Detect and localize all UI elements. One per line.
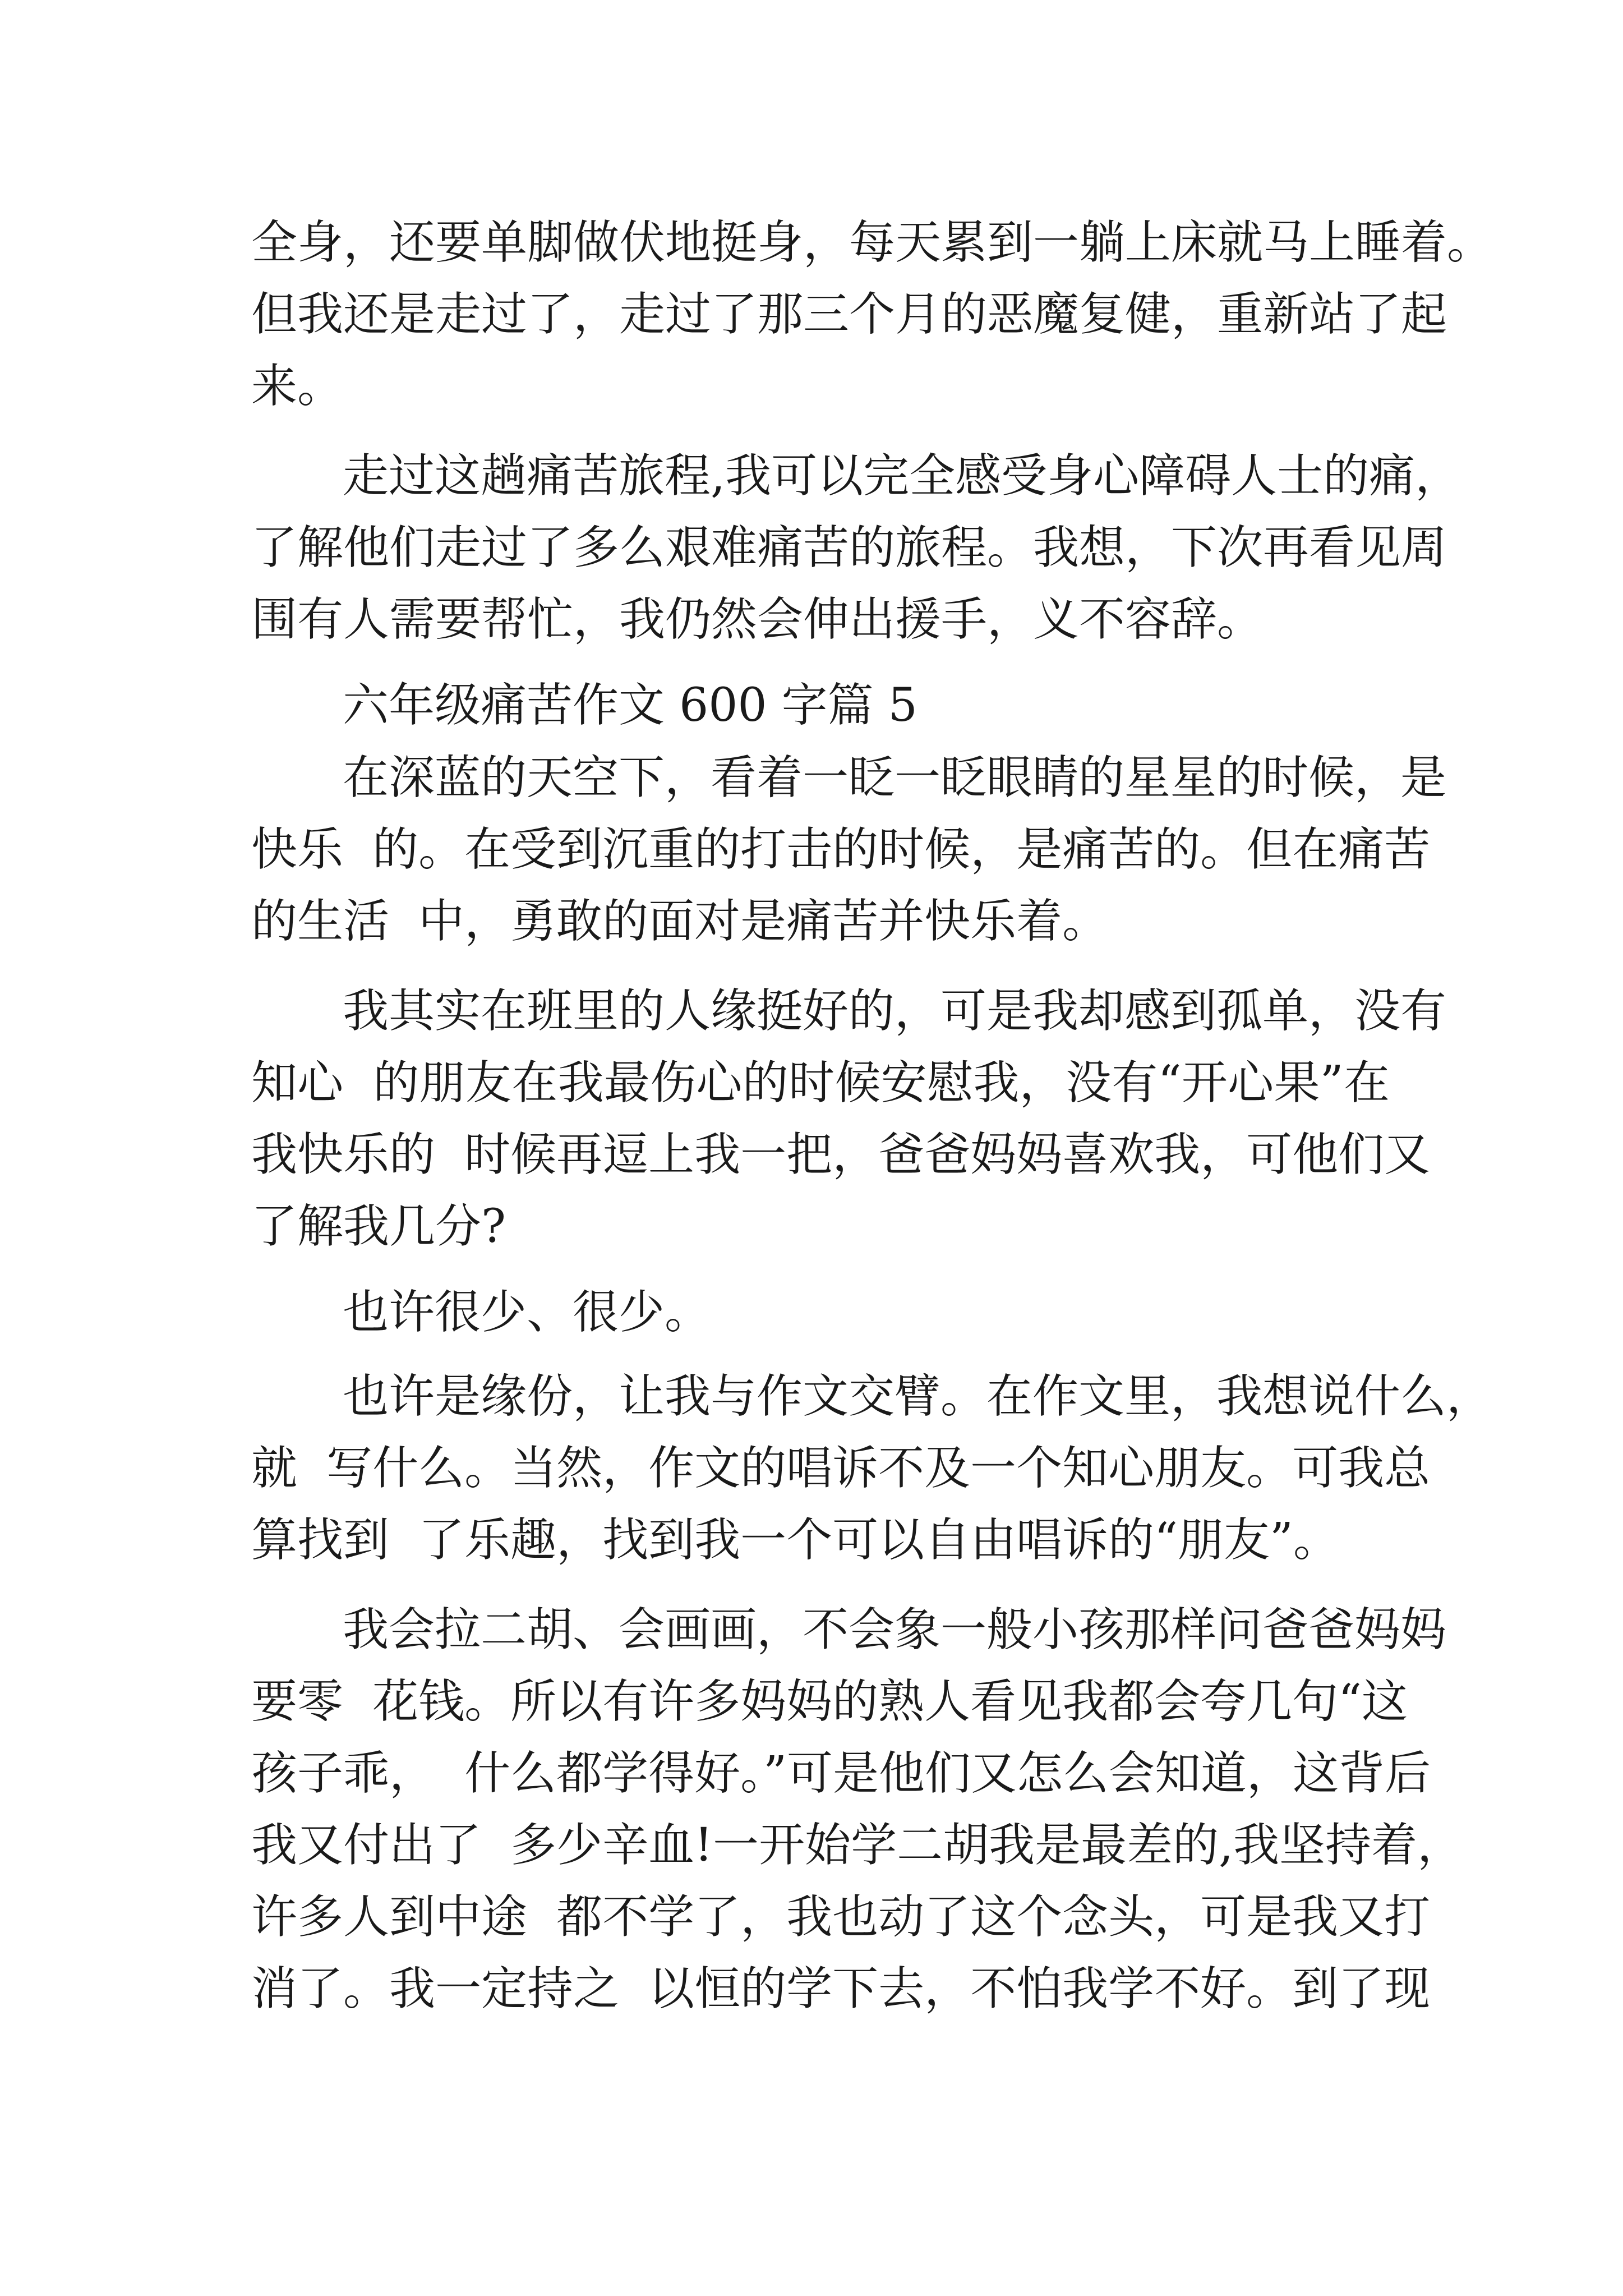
paragraph-first-line: 也许是缘份，让我与作文交臂。在作文里，我想说什么， [343,1370,1493,1423]
text-line: 我快乐的 时候再逗上我一把，爸爸妈妈喜欢我，可他们又 [251,1128,1431,1181]
text-line: 全身，还要单脚做伏地挺身，每天累到一躺上床就马上睡着。 [251,216,1493,269]
text-line: 了解我几分? [251,1200,506,1253]
section-heading: 六年级痛苦作文 600 字篇 5 [343,679,917,732]
text-line: 但我还是走过了，走过了那三个月的恶魔复健，重新站了起 [251,288,1447,341]
text-line: 许多人到中途 都不学了，我也动了这个念头，可是我又打 [251,1890,1431,1944]
text-line: 要零 花钱。所以有许多妈妈的熟人看见我都会夸几句“这 [251,1675,1408,1728]
text-line: 孩子乖， 什么都学得好。”可是他们又怎么会知道，这背后 [251,1747,1431,1800]
text-line: 来。 [251,360,344,413]
text-line: 快乐 的。在受到沉重的打击的时候，是痛苦的。但在痛苦 [251,823,1431,876]
text-line: 知心 的朋友在我最伤心的时候安慰我，没有“开心果”在 [251,1056,1390,1110]
text-line: 就 写什么。当然，作文的唱诉不及一个知心朋友。可我总 [251,1442,1431,1495]
paragraph-first-line: 在深蓝的天空下，看着一眨一眨眼睛的星星的时候，是 [343,751,1447,804]
text-line: 算找到 了乐趣，找到我一个可以自由唱诉的“朋友”。 [251,1513,1339,1567]
text-line: 我又付出了 多少辛血!一开始学二胡我是最差的,我坚持着， [251,1819,1464,1872]
text-line: 的生活 中，勇敢的面对是痛苦并快乐着。 [251,895,1109,948]
paragraph-first-line: 我其实在班里的人缘挺好的，可是我却感到孤单，没有 [343,984,1447,1038]
paragraph-first-line: 也许很少、很少。 [343,1286,711,1339]
text-line: 了解他们走过了多么艰难痛苦的旅程。我想，下次再看见周 [251,521,1447,574]
text-line: 围有人需要帮忙，我仍然会伸出援手，义不容辞。 [251,593,1264,646]
paragraph-first-line: 走过这趟痛苦旅程,我可以完全感受身心障碍人士的痛， [343,449,1461,503]
paragraph-first-line: 我会拉二胡、会画画，不会象一般小孩那样问爸爸妈妈 [343,1603,1447,1657]
text-line: 消了。我一定持之 以恒的学下去，不怕我学不好。到了现 [251,1962,1431,2016]
